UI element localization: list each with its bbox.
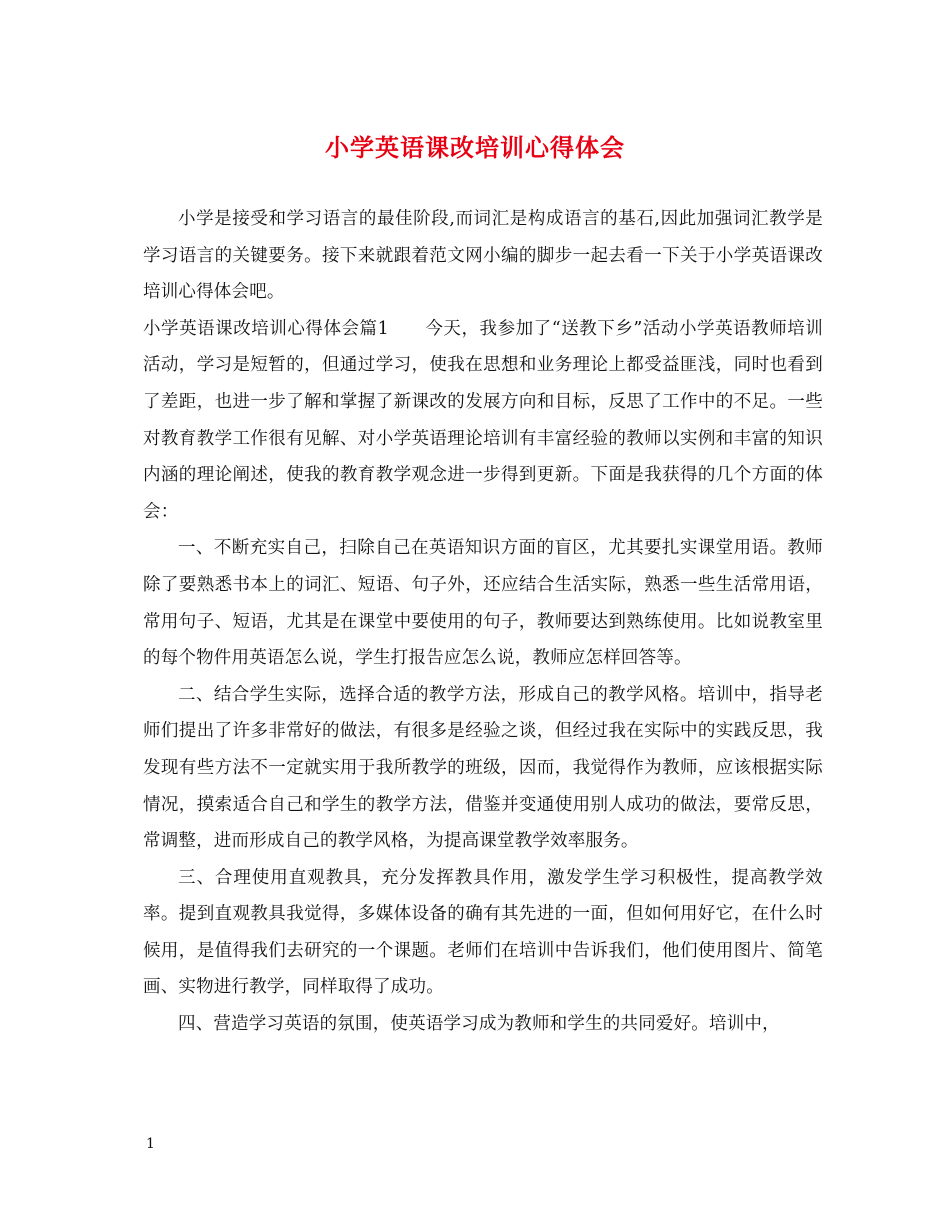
document-title: 小学英语课改培训心得体会 [325,133,625,162]
paragraph-point-2: 二、结合学生实际，选择合适的教学方法，形成自己的教学风格。培训中，指导老师们提出了许多非常好的做法，有很多是经验之谈，但经过我在实际中的实践反思，我发现有些方法不一定就实用于我所教学的班级，因而，我觉得作为教师，应该根据实际情况，摸索适合自己和学生的教学方法，借鉴并变通使用别人成功的做法，要常反思，常调整，进而形成自己的教学风格，为提高课堂教学效率服务。 [143,684,823,852]
paragraph-point-3: 三、合理使用直观教具，充分发挥教具作用，激发学生学习积极性，提高教学效率。提到直观教具我觉得，多媒体设备的确有其先进的一面，但如何用好它，在什么时候用，是值得我们去研究的一个课题。老师们在培训中告诉我们，他们使用图片、简笔画、实物进行教学，同样取得了成功。 [143,867,823,998]
paragraph-section-1-intro: 小学英语课改培训心得体会篇1 今天，我参加了“送教下乡”活动小学英语教师培训活动，学习是短暂的，但通过学习，使我在思想和业务理论上都受益匪浅，同时也看到了差距，也进一步了解和掌握了新课改的发展方向和目标，反思了工作中的不足。一些对教育教学工作很有见解、对小学英语理论培训有丰富经验的教师以实例和丰富的知识内涵的理论阐述，使我的教育教学观念进一步得到更新。下面是我获得的几个方面的体会： [143,318,823,522]
paragraph-intro: 小学是接受和学习语言的最佳阶段,而词汇是构成语言的基石,因此加强词汇教学是学习语言的关键要务。接下来就跟着范文网小编的脚步一起去看一下关于小学英语课改培训心得体会吧。 [143,209,823,303]
paragraph-point-1: 一、不断充实自己，扫除自己在英语知识方面的盲区，尤其要扎实课堂用语。教师除了要熟悉书本上的词汇、短语、句子外，还应结合生活实际，熟悉一些生活常用语，常用句子、短语，尤其是在课堂中要使用的句子，教师要达到熟练使用。比如说教室里的每个物件用英语怎么说，学生打报告应怎么说，教师应怎样回答等。 [143,538,823,669]
page-number: 1 [146,1136,155,1152]
document-body [143,201,823,1043]
paragraph-point-4: 四、营造学习英语的氛围，使英语学习成为教师和学生的共同爱好。培训中， [178,1014,780,1035]
